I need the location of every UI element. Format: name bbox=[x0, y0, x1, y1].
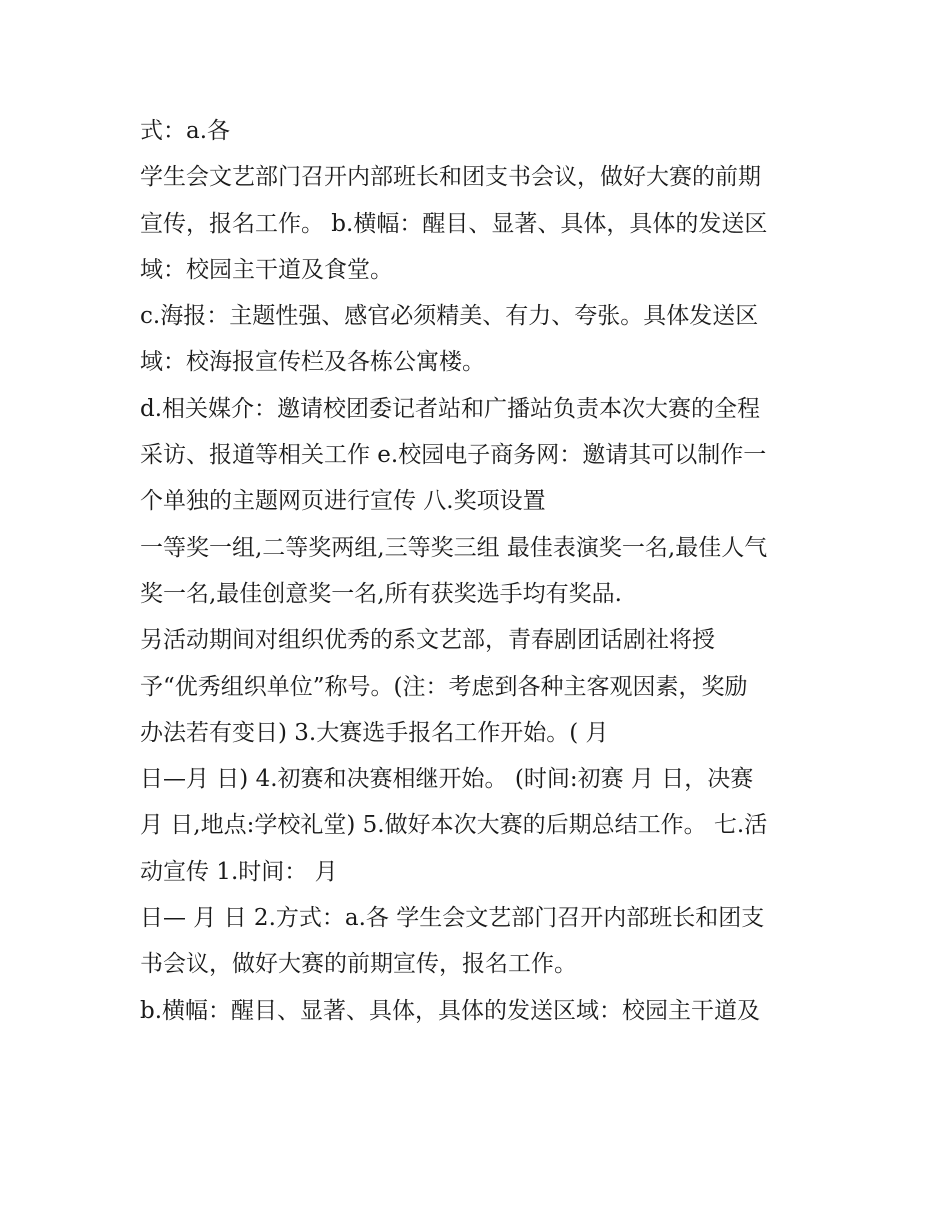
text-line: 个单独的主题网页进行宣传 八.奖项设置 bbox=[140, 488, 546, 515]
text-line: 日—月 日) 4.初赛和决赛相继开始。 (时间:初赛 月 日，决赛 bbox=[140, 766, 754, 793]
document-text-body bbox=[140, 108, 820, 1034]
text-line: b.横幅：醒目、显著、具体，具体的发送区域：校园主干道及 bbox=[140, 997, 761, 1024]
text-line: 宣传，报名工作。 b.横幅：醒目、显著、具体，具体的发送区 bbox=[140, 210, 768, 237]
text-line: 奖一名,最佳创意奖一名,所有获奖选手均有奖品. bbox=[140, 580, 622, 607]
text-line: 域：校园主干道及食堂。 bbox=[140, 256, 393, 283]
text-line: 一等奖一组,二等奖两组,三等奖三组 最佳表演奖一名,最佳人气 bbox=[140, 534, 768, 561]
text-line: 采访、报道等相关工作 e.校园电子商务网：邀请其可以制作一 bbox=[140, 442, 767, 469]
text-line: 学生会文艺部门召开内部班长和团支书会议，做好大赛的前期 bbox=[140, 164, 761, 191]
text-line: 另活动期间对组织优秀的系文艺部，青春剧团话剧社将授 bbox=[140, 627, 715, 654]
text-line: 域：校海报宣传栏及各栋公寓楼。 bbox=[140, 349, 485, 376]
text-line: 予“优秀组织单位”称号。(注：考虑到各种主客观因素，奖励 bbox=[140, 673, 748, 700]
text-line: 日— 月 日 2.方式：a.各 学生会文艺部门召开内部班长和团支 bbox=[140, 905, 765, 932]
text-line: 书会议，做好大赛的前期宣传，报名工作。 bbox=[140, 951, 577, 978]
text-line: 动宣传 1.时间： 月 bbox=[140, 858, 338, 885]
text-line: d.相关媒介：邀请校团委记者站和广播站负责本次大赛的全程 bbox=[140, 395, 761, 422]
text-line: 式：a.各 bbox=[140, 118, 231, 144]
text-line: 办法若有变日) 3.大赛选手报名工作开始。( 月 bbox=[140, 719, 609, 746]
text-line: c.海报：主题性强、感官必须精美、有力、夸张。具体发送区 bbox=[140, 303, 759, 330]
text-line: 月 日,地点:学校礼堂) 5.做好本次大赛的后期总结工作。 七.活 bbox=[140, 812, 768, 839]
